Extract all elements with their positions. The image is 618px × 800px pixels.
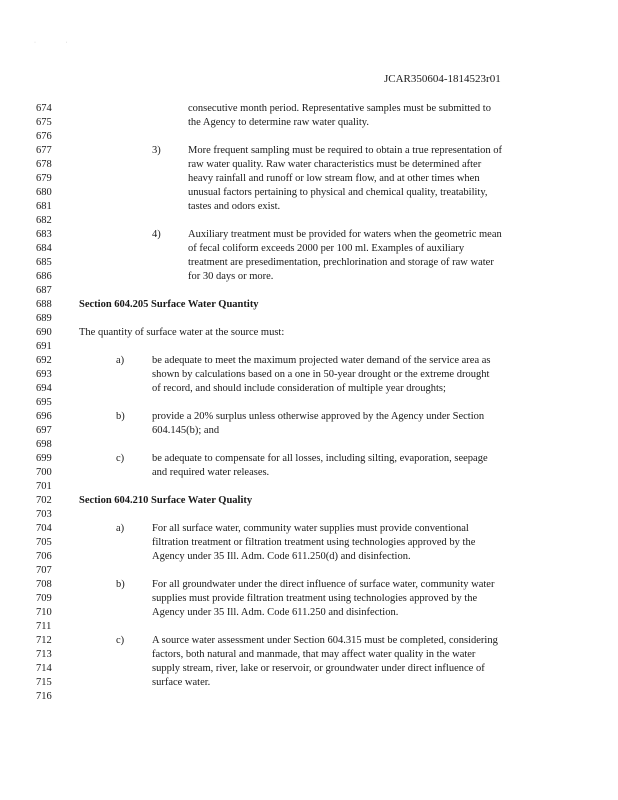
line-number: 678 (36, 159, 52, 170)
line-number: 690 (36, 327, 52, 338)
line-number: 706 (36, 551, 52, 562)
line-number: 698 (36, 439, 52, 450)
item-text-line: factors, both natural and manmade, that may affect water quality in the water (152, 649, 476, 660)
line-number: 715 (36, 677, 52, 688)
item-text-line: provide a 20% surplus unless otherwise approved by the Agency under Section (152, 411, 485, 422)
item-text-line: supply stream, river, lake or reservoir, or groundwater under direct influence of (152, 663, 485, 674)
line-number: 701 (36, 481, 52, 492)
line-number: 681 (36, 201, 52, 212)
item-text-line: raw water quality. Raw water characteristics must be determined after (188, 159, 482, 170)
item-text-line: For all groundwater under the direct influence of surface water, community water (152, 579, 495, 590)
item-label: b) (116, 579, 125, 590)
line-number: 689 (36, 313, 52, 324)
item-text-line: More frequent sampling must be required to obtain a true representation of (188, 145, 503, 156)
line-number: 712 (36, 635, 52, 646)
item-label: b) (116, 411, 125, 422)
line-number: 675 (36, 117, 52, 128)
item-text-line: unusual factors pertaining to physical and chemical quality, treatability, (188, 187, 488, 198)
line-number: 684 (36, 243, 52, 254)
line-number: 697 (36, 425, 52, 436)
item-text-line: tastes and odors exist. (188, 201, 281, 212)
line-number: 687 (36, 285, 52, 296)
item-text-line: A source water assessment under Section 604.315 must be completed, considering (152, 635, 498, 646)
item-text-line: be adequate to meet the maximum projected water demand of the service area as (152, 355, 491, 366)
item-label: 3) (152, 145, 161, 156)
line-number: 695 (36, 397, 52, 408)
item-text-line: of record, and should include consideration of multiple year droughts; (152, 383, 446, 394)
line-number: 688 (36, 299, 52, 310)
item-text-line: filtration treatment or filtration treatment using technologies approved by the (152, 537, 476, 548)
item-text-line: for 30 days or more. (188, 271, 274, 282)
continuation-text-line: consecutive month period. Representative samples must be submitted to (188, 103, 491, 114)
line-number: 702 (36, 495, 52, 506)
line-number: 700 (36, 467, 52, 478)
item-text-line: treatment are presedimentation, prechlorination and storage of raw water (188, 257, 494, 268)
item-text-line: and required water releases. (152, 467, 270, 478)
line-number: 677 (36, 145, 52, 156)
line-number: 676 (36, 131, 52, 142)
section-heading: Section 604.210 Surface Water Quality (79, 495, 253, 506)
item-label: a) (116, 523, 125, 534)
item-text-line: shown by calculations based on a one in 50-year drought or the extreme drought (152, 369, 490, 380)
section-intro: The quantity of surface water at the source must: (79, 327, 285, 338)
line-number: 716 (36, 691, 52, 702)
line-number: 694 (36, 383, 52, 394)
item-text-line: supplies must provide filtration treatment using technologies approved by the (152, 593, 478, 604)
line-number: 683 (36, 229, 52, 240)
line-number: 714 (36, 663, 52, 674)
section-heading: Section 604.205 Surface Water Quantity (79, 299, 259, 310)
item-text-line: heavy rainfall and runoff or low stream flow, and at other times when (188, 173, 480, 184)
line-number: 708 (36, 579, 52, 590)
line-number: 707 (36, 565, 52, 576)
item-label: a) (116, 355, 125, 366)
line-number: 680 (36, 187, 52, 198)
item-text-line: 604.145(b); and (152, 425, 220, 436)
line-number: 710 (36, 607, 52, 618)
line-number: 686 (36, 271, 52, 282)
continuation-text-line: the Agency to determine raw water quality. (188, 117, 369, 128)
line-number: 713 (36, 649, 52, 660)
line-number: 704 (36, 523, 52, 534)
scan-corner-mark: · · (34, 40, 82, 46)
item-label: c) (116, 453, 125, 464)
line-number: 685 (36, 257, 52, 268)
item-text-line: of fecal coliform exceeds 2000 per 100 ml. Examples of auxiliary (188, 243, 465, 254)
item-text-line: For all surface water, community water supplies must provide conventional (152, 523, 469, 534)
line-number: 699 (36, 453, 52, 464)
item-text-line: be adequate to compensate for all losses, including silting, evaporation, seepage (152, 453, 488, 464)
item-text-line: surface water. (152, 677, 211, 688)
item-text-line: Agency under 35 Ill. Adm. Code 611.250 and disinfection. (152, 607, 399, 618)
line-number: 674 (36, 103, 52, 114)
line-number: 709 (36, 593, 52, 604)
line-number: 679 (36, 173, 52, 184)
line-number: 696 (36, 411, 52, 422)
line-number: 711 (36, 621, 52, 632)
item-text-line: Agency under 35 Ill. Adm. Code 611.250(d) and disinfection. (152, 551, 411, 562)
line-number: 705 (36, 537, 52, 548)
item-label: c) (116, 635, 125, 646)
line-number: 682 (36, 215, 52, 226)
line-number: 703 (36, 509, 52, 520)
line-number: 691 (36, 341, 52, 352)
line-number: 693 (36, 369, 52, 380)
item-text-line: Auxiliary treatment must be provided for waters when the geometric mean (188, 229, 502, 240)
item-label: 4) (152, 229, 161, 240)
document-id: JCAR350604-1814523r01 (384, 73, 501, 85)
line-number: 692 (36, 355, 52, 366)
